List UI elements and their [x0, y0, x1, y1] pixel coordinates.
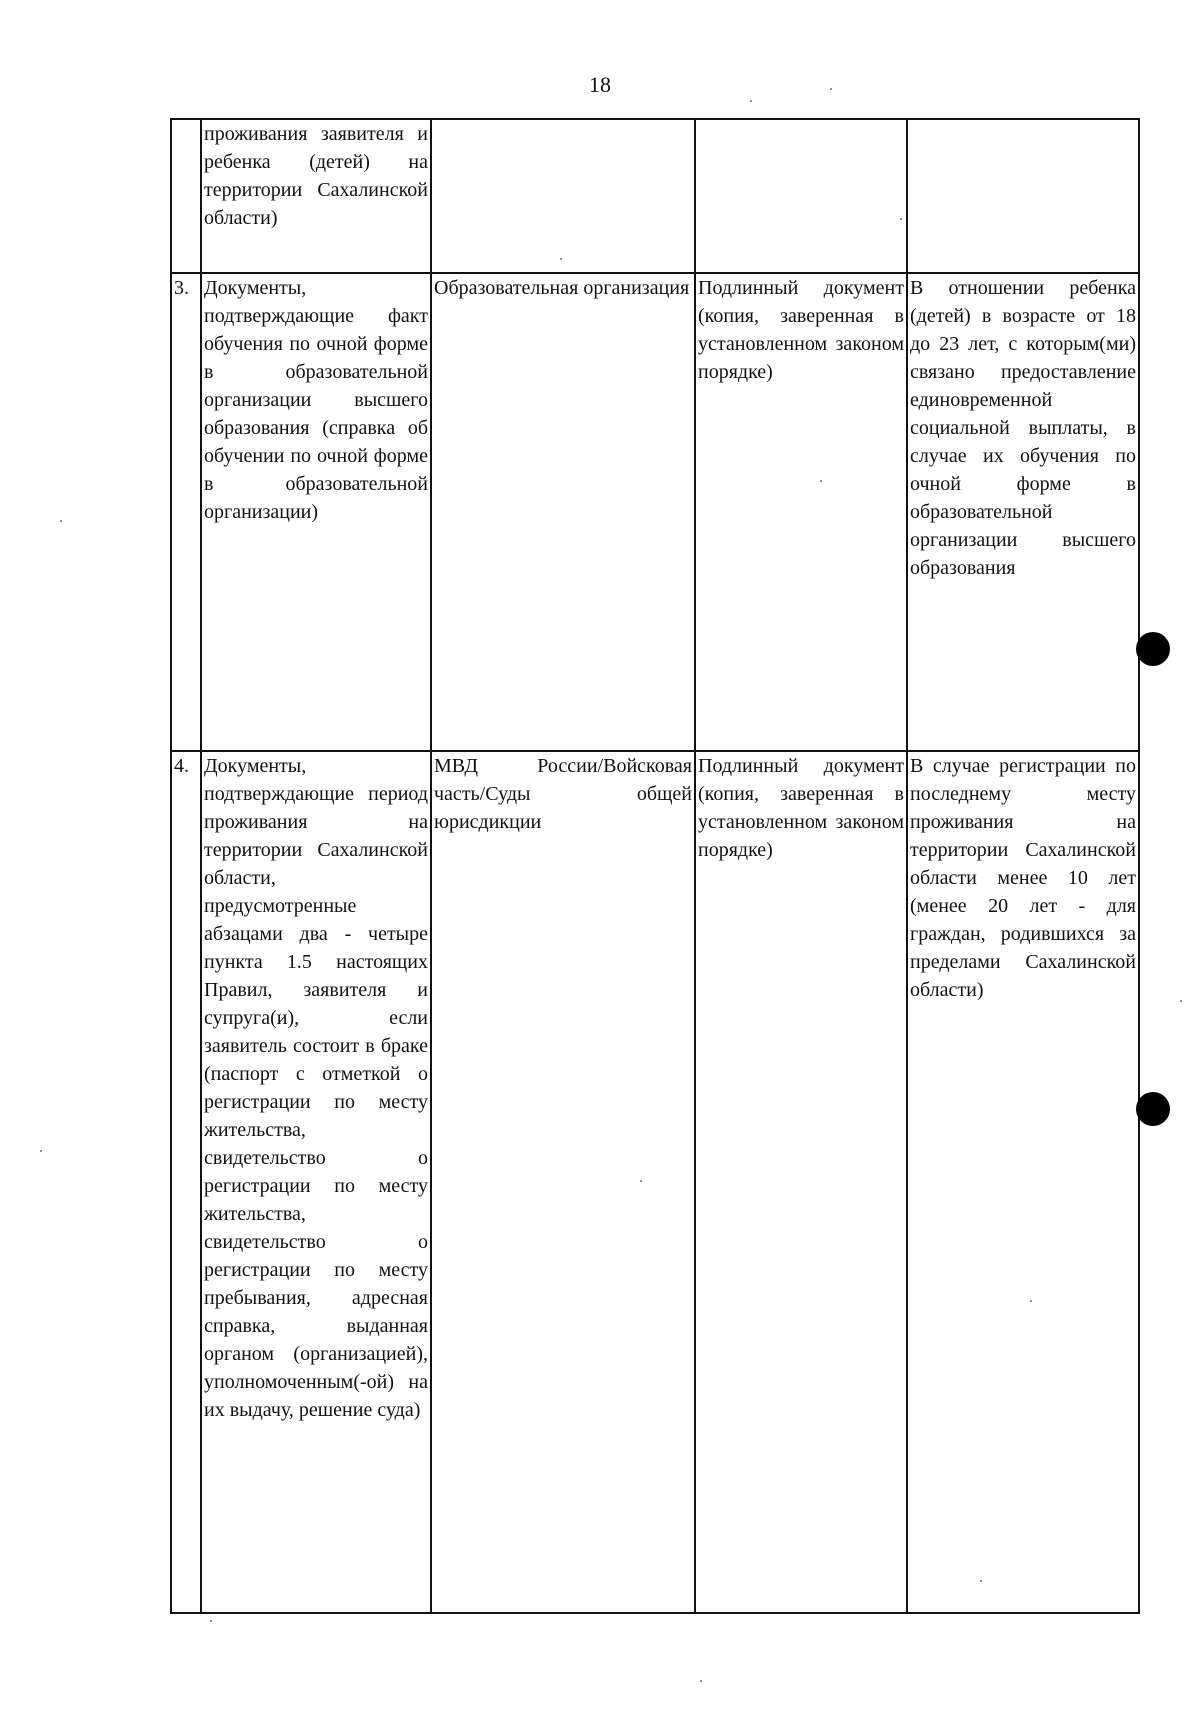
scan-speck	[980, 1580, 982, 1582]
binding-hole-mark	[1136, 1092, 1170, 1126]
submission-condition: В отношении ребенка (детей) в возрасте от 18 до 23 лет, с которым(ми) связано предоставление единовременной социальной выплаты, в случае их обучения по очной форме в образовательной организации высшего образования	[907, 273, 1139, 751]
row-number	[171, 119, 201, 273]
submission-condition: В случае регистрации по последнему месту проживания на территории Сахалинской области менее 10 лет (менее 20 лет - для граждан, родившихся за пределами Сахалинской области)	[907, 751, 1139, 1613]
submission-condition	[907, 119, 1139, 273]
scan-speck	[640, 1180, 642, 1182]
table-row	[171, 119, 1139, 273]
row-number: 3.	[171, 273, 201, 751]
document-form: Подлинный документ (копия, заверенная в установленном законом порядке)	[695, 751, 907, 1613]
page-number: 18	[589, 72, 611, 97]
scan-speck	[60, 520, 62, 522]
scan-speck	[560, 258, 562, 260]
document-name: Документы, подтверждающие факт обучения по очной форме в образовательной организации высшего образования (справка об обучении по очной форме в образовательной организации)	[201, 273, 431, 751]
issuing-authority: МВД России/Войсковая часть/Суды общей юрисдикции	[431, 751, 695, 1613]
document-form	[695, 119, 907, 273]
table-row	[171, 273, 1139, 751]
scan-speck	[820, 480, 822, 482]
scan-speck	[900, 218, 902, 220]
table-row	[171, 751, 1139, 1613]
issuing-authority: Образовательная организация	[431, 273, 695, 751]
document-name: проживания заявителя и ребенка (детей) на территории Сахалинской области)	[201, 119, 431, 273]
binding-hole-mark	[1136, 632, 1170, 666]
document-form: Подлинный документ (копия, заверенная в установленном законом порядке)	[695, 273, 907, 751]
row-number: 4.	[171, 751, 201, 1613]
scan-speck	[1180, 1000, 1182, 1002]
documents-table	[170, 118, 1140, 1614]
scan-speck	[700, 1680, 702, 1682]
scan-speck	[210, 1620, 212, 1622]
scan-speck	[830, 88, 832, 90]
issuing-authority	[431, 119, 695, 273]
scan-speck	[1030, 1300, 1032, 1302]
document-name: Документы, подтверждающие период проживания на территории Сахалинской области, предусмотренные абзацами два - четыре пункта 1.5 настоящих Правил, заявителя и супруга(и), если заявитель состоит в браке (паспорт с отметкой о регистрации по месту жительства, свидетельство о регистрации по месту жительства, свидетельство о регистрации по месту пребывания, адресная справка, выданная органом (организацией), уполномоченным(-ой) на их выдачу, решение суда)	[201, 751, 431, 1613]
scan-speck	[40, 1150, 42, 1152]
scan-speck	[750, 100, 752, 102]
